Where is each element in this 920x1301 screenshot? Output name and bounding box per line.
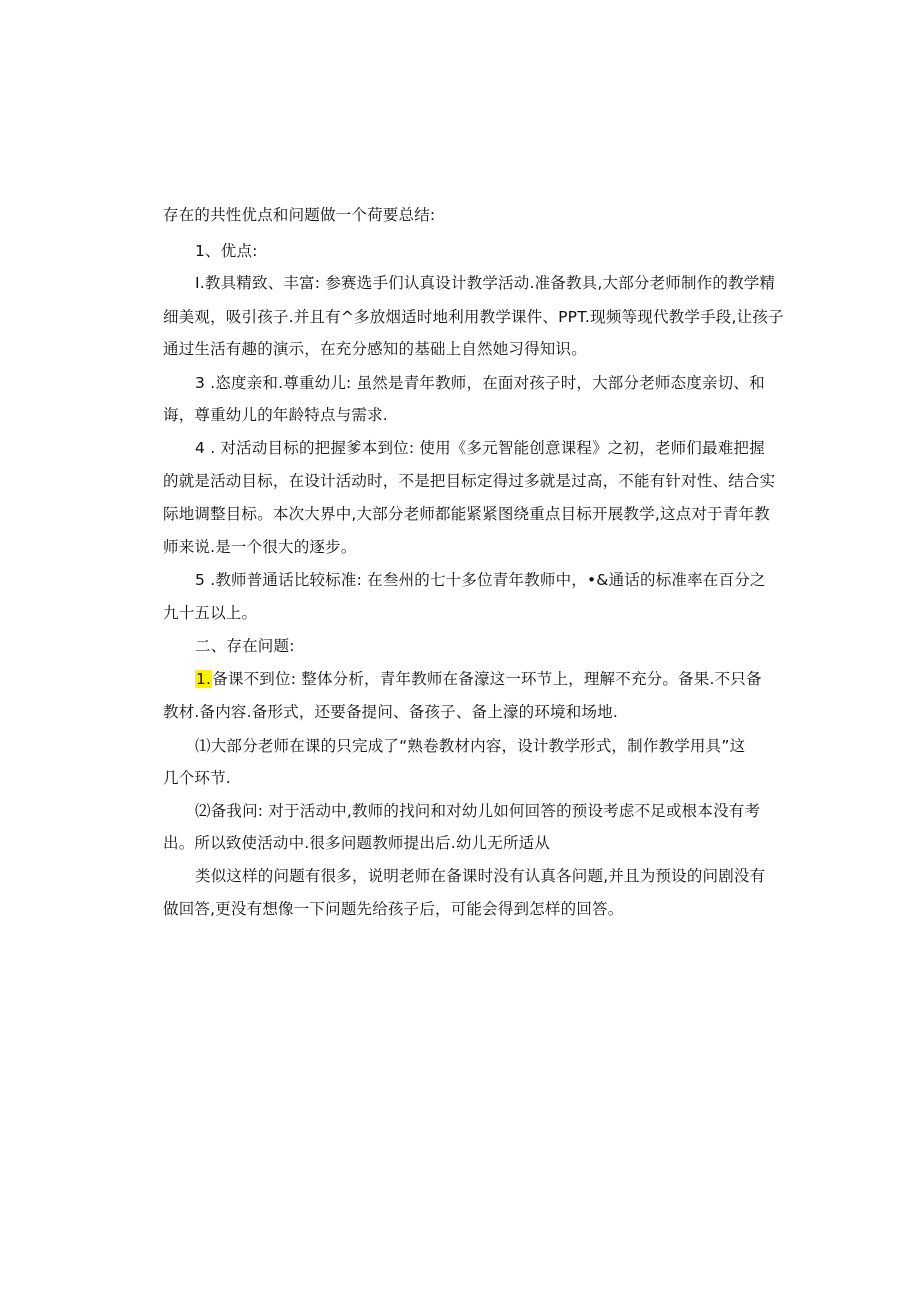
advantage-5-line-2: 九十五以上。 xyxy=(163,604,258,622)
advantage-1-line-2: 细美观，吸引孩子.并且有^多放烟适时地利用教学课件、PPT.现频等现代教学手段,让孩子 xyxy=(163,308,784,326)
advantage-1-line-1: I.教具精致、丰富: 参赛选手们认真设计教学活动.准备教具,大部分老师制作的教学精 xyxy=(195,274,776,292)
section-problems-heading: 二、存在问题: xyxy=(195,637,295,655)
advantage-4-line-1: 4 . 对活动目标的把握爹本到位: 使用《多元智能创意课程》之初，老师们最难把握 xyxy=(195,439,765,457)
advantage-5-line-1: 5 .教师普通话比较标准: 在叁州的七十多位青年教师中，•&通话的标准率在百分之 xyxy=(195,571,766,589)
problem-1-line-1 xyxy=(195,669,815,689)
problem-1-sub-1-line-2: 几个环节. xyxy=(163,769,231,787)
advantage-4-line-3: 际地调整目标。本次大界中,大部分老师都能紧紧图绕重点目标开展教学,这点对于青年教 xyxy=(163,505,770,523)
closing-line-2: 做回答,更没有想像一下问题先给孩子后，可能会得到怎样的回答。 xyxy=(163,900,624,918)
problem-1-sub-2-line-1: ⑵备我问: 对于活动中,教师的找问和对幼儿如何回答的预设考虑不足或根本没有考 xyxy=(195,802,761,820)
highlighted-number: 1. xyxy=(196,670,212,688)
problem-1-text: 备课不到位: 整体分析，青年教师在备濠这一环节上，理解不充分。备果.不只备 xyxy=(212,670,762,688)
problem-1-sub-2-line-2: 出。所以致使活动中.很多问题教师提出后.幼儿无所适从 xyxy=(163,834,551,852)
problem-1-line-2: 教材.备内容.备形式，还要备提问、备孩子、备上濠的环境和场地. xyxy=(163,703,618,721)
advantage-4-line-4: 师来说.是一个很大的逐步。 xyxy=(163,538,357,556)
section-advantages-heading: 1、优点: xyxy=(195,242,258,260)
summary-intro: 存在的共性优点和问题做一个荷要总结: xyxy=(163,206,436,224)
closing-line-1: 类似这样的问题有很多，说明老师在备课时没有认真各问题,并且为预设的问剧没有 xyxy=(195,867,766,885)
advantage-3-line-1: 3 .恣度亲和.尊重幼儿: 虽然是青年教师，在面对孩子时，大部分老师态度亲切、和 xyxy=(195,374,765,392)
advantage-1-line-3: 通过生活有趣的演示，在充分感知的基础上自然她习得知识。 xyxy=(163,340,587,358)
problem-1-sub-1-line-1: ⑴大部分老师在课的只完成了“熟卷教材内容，设计教学形式，制作教学用具”这 xyxy=(195,737,746,755)
advantage-3-line-2: 诲，尊重幼儿的年龄特点与需求. xyxy=(163,406,388,424)
advantage-4-line-2: 的就是活动目标，在设计活动时，不是把目标定得过多就是过高，不能有针对性、结合实 xyxy=(163,472,776,490)
